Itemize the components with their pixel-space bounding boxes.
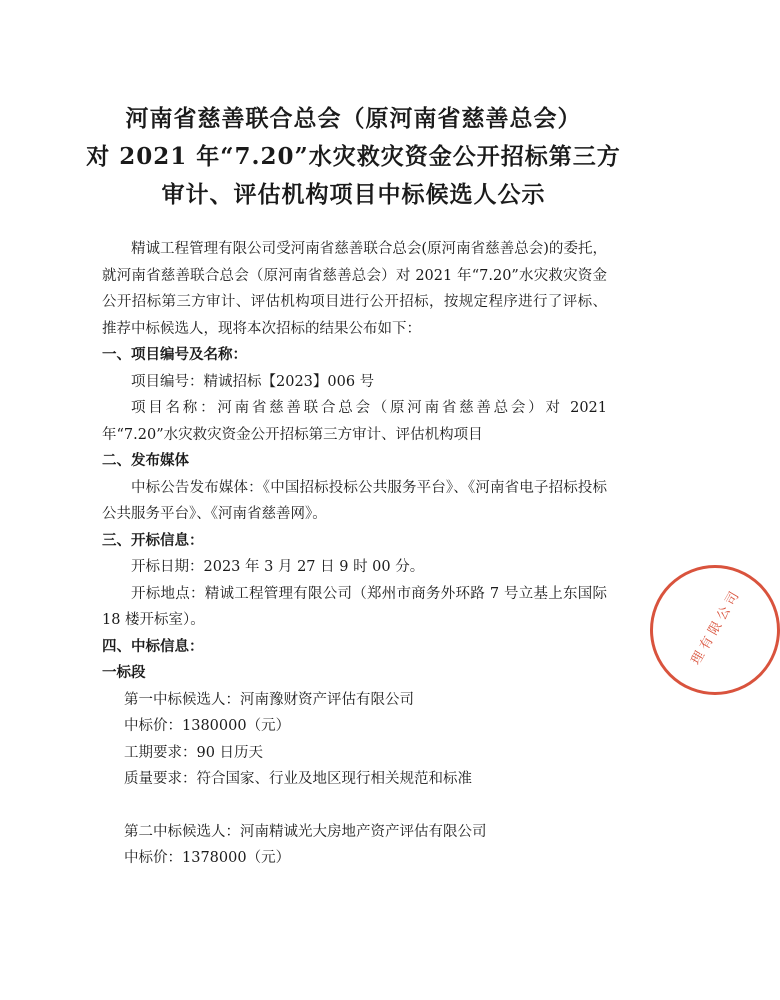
first-candidate-price: 中标价：1380000（元） bbox=[124, 718, 291, 734]
company-seal bbox=[650, 565, 780, 695]
section-4-heading: 四、中标信息： bbox=[102, 637, 204, 655]
first-candidate-period: 工期要求：90 日历天 bbox=[124, 744, 264, 761]
seal-text: 理 有 限 公 司 bbox=[688, 589, 743, 668]
document-body bbox=[102, 236, 607, 872]
lot-label: 一标段 bbox=[102, 664, 146, 681]
section-3-heading: 三、开标信息： bbox=[102, 531, 204, 549]
intro-paragraph: 精诚工程管理有限公司受河南省慈善联合总会(原河南省慈善总会)的委托，就河南省慈善联合总会（原河南省慈善总会）对 2021 年“7.20”水灾救灾资金公开招标第三方审计、评估机构项目进行公开招标，按规定程序进行了评标、推荐中标候选人，现将本次招标的结果公布如下： bbox=[102, 241, 607, 337]
first-candidate-quality: 质量要求：符合国家、行业及地区现行相关规范和标准 bbox=[124, 771, 472, 787]
title-line-3: 审计、评估机构项目中标候选人公示 bbox=[161, 181, 546, 208]
project-number: 项目编号：精诚招标【2023】006 号 bbox=[131, 373, 375, 390]
spacer bbox=[102, 793, 607, 819]
title-line-2: 对 2021 年“7.20”水灾救灾资金公开招标第三方 bbox=[86, 143, 621, 170]
second-candidate-price: 中标价：1378000（元） bbox=[124, 850, 291, 866]
section-1-heading: 一、项目编号及名称： bbox=[102, 346, 247, 363]
publication-media: 中标公告发布媒体：《中国招标投标公共服务平台》、《河南省电子招标投标公共服务平台》、《河南省慈善网》。 bbox=[102, 479, 607, 522]
bid-opening-date: 开标日期：2023 年 3 月 27 日 9 时 00 分。 bbox=[131, 559, 425, 575]
project-name: 项目名称：河南省慈善联合总会（原河南省慈善总会）对 2021 年“7.20”水灾救灾资金公开招标第三方审计、评估机构项目 bbox=[102, 400, 607, 443]
section-2-heading: 二、发布媒体 bbox=[102, 452, 189, 469]
first-candidate: 第一中标候选人：河南豫财资产评估有限公司 bbox=[124, 691, 414, 708]
bid-opening-location: 开标地点：精诚工程管理有限公司（郑州市商务外环路 7 号立基上东国际 18 楼开标室）。 bbox=[102, 585, 607, 628]
second-candidate: 第二中标候选人：河南精诚光大房地产资产评估有限公司 bbox=[124, 823, 487, 840]
document-title bbox=[0, 100, 707, 214]
title-line-1: 河南省慈善联合总会（原河南省慈善总会） bbox=[125, 105, 582, 132]
